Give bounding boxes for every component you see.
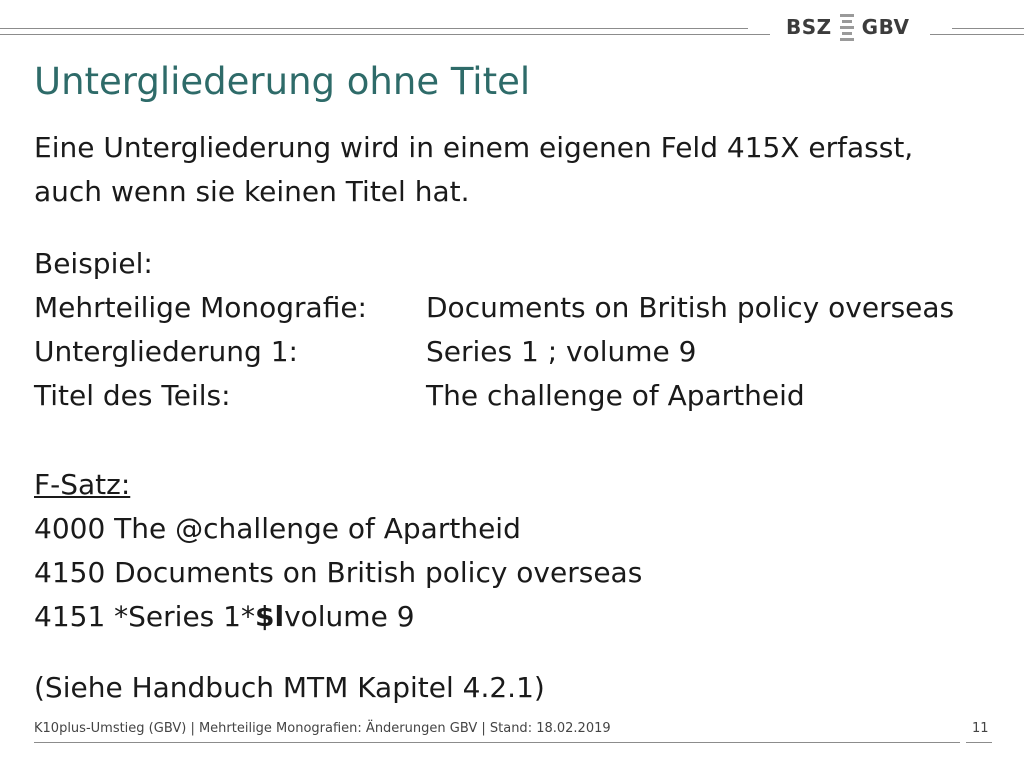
example-row-label: Titel des Teils: [34,379,231,412]
fsatz-line-4150: 4150 Documents on British policy overseas [34,556,643,589]
fsatz-label: F-Satz: [34,468,131,501]
header-rule-left-top [0,28,748,29]
example-row-label: Mehrteilige Monografie: [34,291,367,324]
fsatz-line-4151-prefix: 4151 *Series 1* [34,600,255,633]
example-row-value: The challenge of Apartheid [426,379,805,412]
fsatz-line-4151 [34,595,415,639]
footer-rule-right [966,742,992,743]
logo-right-text: GBV [861,15,910,39]
example-row-titel [34,374,805,418]
example-row-monografie [34,286,955,330]
fsatz-line-4000: 4000 The @challenge of Apartheid [34,512,521,545]
slide-title: Untergliederung ohne Titel [34,60,531,103]
fsatz-line-4151-suffix: volume 9 [284,600,415,633]
logo-left-text: BSZ [786,15,832,39]
example-label: Beispiel: [34,247,153,280]
logo-mark-icon [836,12,858,42]
example-row-untergliederung [34,330,697,374]
fsatz-subfield-code: $l [254,600,285,633]
intro-line-1: Eine Untergliederung wird in einem eigenen Feld 415X erfasst, [34,131,914,164]
example-row-value: Documents on British policy overseas [426,291,955,324]
page-number: 11 [972,721,989,736]
header-rule-right-top [952,28,1024,29]
footer-text: K10plus-Umstieg (GBV) | Mehrteilige Monografien: Änderungen GBV | Stand: 18.02.2019 [34,721,611,736]
bsz-gbv-logo [786,12,918,42]
handbook-reference: (Siehe Handbuch MTM Kapitel 4.2.1) [34,671,545,704]
header-rule-right-bottom [930,34,1024,35]
header-rule-left-bottom [0,34,770,35]
example-row-label: Untergliederung 1: [34,335,298,368]
intro-line-2: auch wenn sie keinen Titel hat. [34,175,470,208]
footer-rule [34,742,960,743]
example-row-value: Series 1 ; volume 9 [426,335,697,368]
